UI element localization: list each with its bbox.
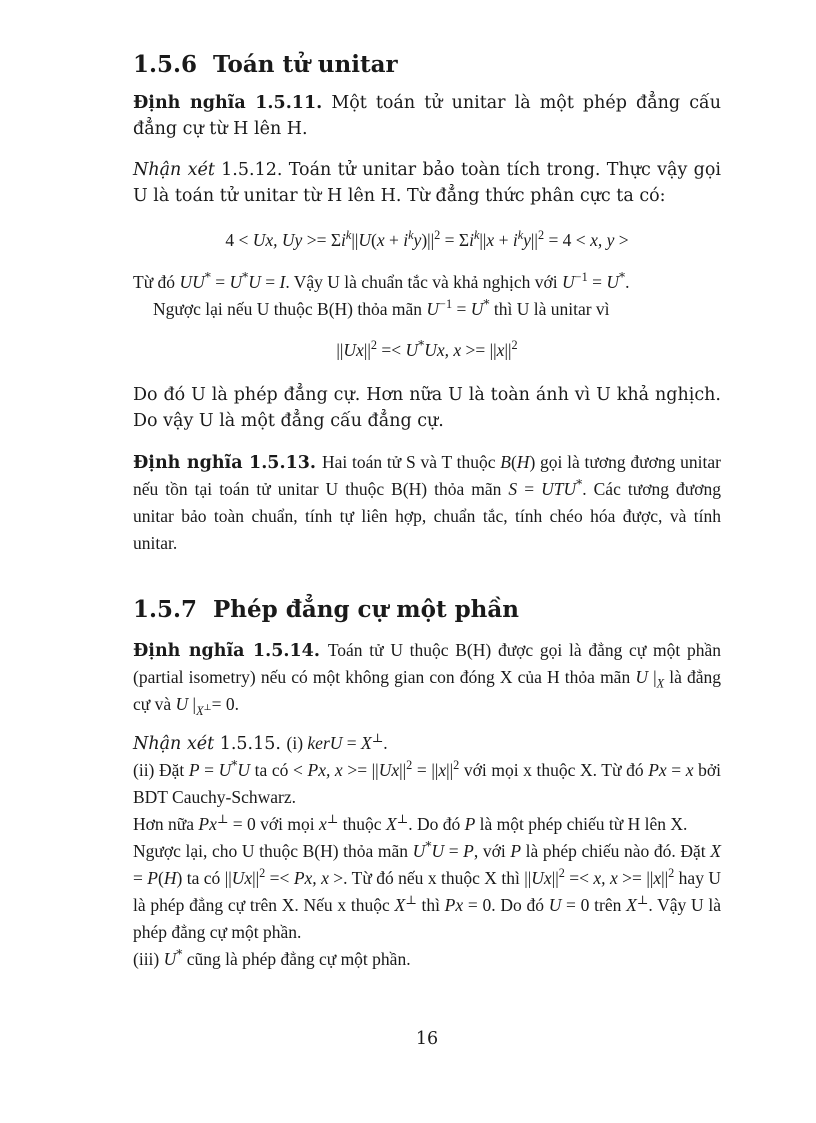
definition-1-5-14: Định nghĩa 1.5.14. Toán tử U thuộc B(H) được gọi là đẳng cự một phần (partial isometry) nếu có một không gian con đóng X của H thỏa mãn U $|_X$ là đẳng cự và U $|_{X^\perp}= 0$. <box>133 640 721 718</box>
definition-1-5-11 <box>133 90 721 142</box>
section-number: 1.5.6 <box>133 51 198 78</box>
definition-label: Định nghĩa 1.5.11. <box>133 93 323 113</box>
section-title: Phép đẳng cự một phần <box>213 596 520 623</box>
remark-number: 1.5.12. <box>221 160 283 180</box>
remark-line-projection: Hơn nữa Px⊥ = 0 với mọi x⊥ thuộc X⊥. Do đó P là một phép chiếu từ H lên X. <box>133 812 688 834</box>
remark-label: Nhận xét <box>133 734 215 754</box>
section-number: 1.5.7 <box>133 596 198 623</box>
definition-text: Một toán tử unitar là một phép đẳng cấu đẳng cự từ H lên H. <box>133 93 721 139</box>
equation-norm: $||Ux||^2 =< U^*Ux$, $x >= ||x||^2$ <box>336 338 518 360</box>
paragraph-isometry <box>133 382 721 434</box>
remark-text: Toán tử unitar bảo toàn tích trong. Thực vậy gọi U là toán tử unitar từ H lên H. Từ đẳng thức phân cực ta có: <box>133 160 721 206</box>
line-uu-star: Từ đó UU* = U*U = I. Vậy U là chuẩn tắc và khả nghịch với $U^{-1} = U^*$. <box>133 270 630 292</box>
remark-item-2: (ii) Đặt P = U*U ta có < Px, $x >= ||Ux||^2 = ||x||^2$ với mọi x thuộc X. Từ đó Px = x bởi BDT Cauchy-Schwarz. <box>133 758 722 807</box>
definition-1-5-13: Định nghĩa 1.5.13. Hai toán tử S và T thuộc B(H) gọi là tương đương unitar nếu tồn tại toán tử unitar U thuộc B(H) thỏa mãn S = UTU*. Các tương đương unitar bảo toàn chuẩn, tính tự liên hợp, chuẩn tắc, tính chéo hóa được, và tính unitar. <box>133 452 721 553</box>
section-title: Toán tử unitar <box>213 51 398 78</box>
remark-item-3: (iii) U* cũng là phép đẳng cự một phần. <box>133 947 411 969</box>
equation-polarization: 4 < Ux, $Uy >= \Sigma i^k||U(x + i^ky)||^2 = \Sigma i^k||x + i^ky||^2 = 4 < x$, y > <box>225 228 629 250</box>
remark-1-5-15 <box>133 730 721 973</box>
remark-label: Nhận xét <box>133 160 215 180</box>
line-converse: Ngược lại nếu U thuộc B(H) thỏa mãn $U^{-1} = U^*$ thì U là unitar vì <box>153 297 610 319</box>
section-heading-1-5-7 <box>133 595 519 625</box>
remark-item-1: Nhận xét 1.5.15. (i) kerU = X⊥. <box>133 731 388 754</box>
remark-1-5-12 <box>133 157 721 209</box>
remark-paragraph-converse: Ngược lại, cho U thuộc B(H) thỏa mãn U*U = P, với P là phép chiếu nào đó. Đặt X = P(H) ta có $||Ux||^2 =< Px$, x >. Từ đó nếu x thuộc X thì $||Ux||^2 =< x$, $x >= ||x||^2$ hay U là phép đẳng cự trên X. Nếu x thuộc X⊥ thì Px = 0. Do đó U = 0 trên X⊥. Vậy U là phép đẳng cự một phần. <box>133 839 722 942</box>
page-number: 16 <box>415 1029 439 1049</box>
remark-number: 1.5.15. <box>219 734 281 754</box>
paragraph-text: Do đó U là phép đẳng cự. Hơn nữa U là toàn ánh vì U khả nghịch. Do vậy U là một đẳng cấu đẳng cự. <box>133 385 721 431</box>
definition-label: Định nghĩa 1.5.13. <box>133 453 317 473</box>
section-heading-1-5-6 <box>133 50 398 80</box>
definition-label: Định nghĩa 1.5.14. <box>133 641 320 661</box>
